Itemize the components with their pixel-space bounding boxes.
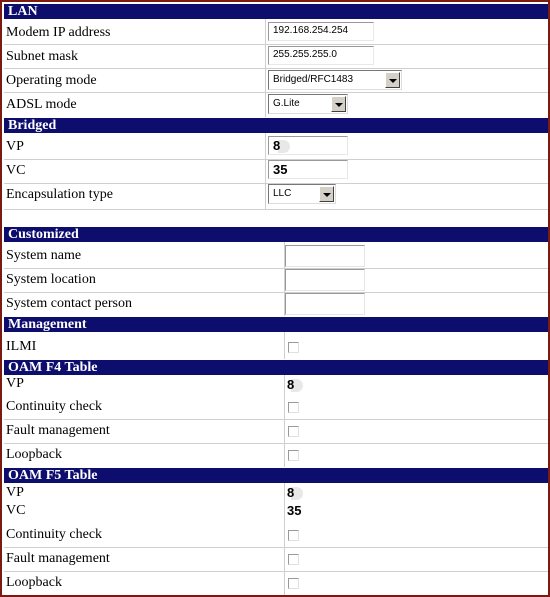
encapsulation-type-label: Encapsulation type xyxy=(6,187,113,202)
system-location-input[interactable] xyxy=(285,269,365,291)
encapsulation-type-select[interactable] xyxy=(268,184,336,204)
system-name-input[interactable] xyxy=(285,245,365,267)
oam-f5-fault-label: Fault management xyxy=(6,551,110,566)
oam-f4-fault-checkbox[interactable] xyxy=(288,426,299,437)
ilmi-checkbox[interactable] xyxy=(288,342,299,353)
divider xyxy=(4,209,548,210)
system-contact-input[interactable] xyxy=(285,293,365,315)
column-divider xyxy=(265,133,266,209)
adsl-mode-value: G.Lite xyxy=(273,98,300,109)
lan-section-header: LAN xyxy=(4,4,548,19)
chevron-down-icon[interactable] xyxy=(331,96,346,112)
divider xyxy=(4,443,548,444)
oam-f5-vp-value: 8 xyxy=(287,485,295,500)
oam-f5-vc-label: VC xyxy=(6,503,26,518)
oam-f4-vp-label: VP xyxy=(6,376,24,391)
oam-f5-fault-checkbox[interactable] xyxy=(288,554,299,565)
oam-f4-loopback-label: Loopback xyxy=(6,447,62,462)
column-divider xyxy=(284,242,285,316)
column-divider xyxy=(284,332,285,359)
divider xyxy=(4,68,548,69)
system-location-label: System location xyxy=(6,272,96,287)
bridged-vc-label: VC xyxy=(6,163,26,178)
modem-ip-label: Modem IP address xyxy=(6,25,111,40)
oam-f5-continuity-label: Continuity check xyxy=(6,527,103,542)
adsl-mode-label: ADSL mode xyxy=(6,97,77,112)
divider xyxy=(4,571,548,572)
divider xyxy=(4,268,548,269)
oam-f5-section-header: OAM F5 Table xyxy=(4,468,548,483)
operating-mode-label: Operating mode xyxy=(6,73,97,88)
divider xyxy=(4,92,548,93)
column-divider xyxy=(284,375,285,467)
subnet-mask-input[interactable]: 255.255.255.0 xyxy=(268,46,374,65)
oam-f4-section-header: OAM F4 Table xyxy=(4,360,548,375)
column-divider xyxy=(265,19,266,117)
chevron-down-icon[interactable] xyxy=(319,186,334,202)
operating-mode-select[interactable] xyxy=(268,70,402,90)
chevron-down-icon[interactable] xyxy=(385,72,400,88)
bridged-vc-input[interactable]: 35 xyxy=(268,160,348,179)
operating-mode-value: Bridged/RFC1483 xyxy=(273,74,354,85)
bridged-vp-input[interactable]: 8 xyxy=(268,136,348,155)
column-divider xyxy=(284,483,285,595)
divider xyxy=(4,547,548,548)
oam-f5-vc-value: 35 xyxy=(287,503,302,518)
bridged-vp-label: VP xyxy=(6,139,24,154)
subnet-mask-label: Subnet mask xyxy=(6,49,78,64)
adsl-mode-select[interactable] xyxy=(268,94,348,114)
oam-f4-vp-value: 8 xyxy=(287,377,295,392)
encapsulation-type-value: LLC xyxy=(273,188,292,199)
customized-section-header: Customized xyxy=(4,227,548,242)
oam-f4-fault-label: Fault management xyxy=(6,423,110,438)
divider xyxy=(4,292,548,293)
oam-f5-loopback-checkbox[interactable] xyxy=(288,578,299,589)
oam-f5-continuity-checkbox[interactable] xyxy=(288,530,299,541)
ilmi-label: ILMI xyxy=(6,339,37,354)
bridged-section-header: Bridged xyxy=(4,118,548,133)
oam-f5-loopback-label: Loopback xyxy=(6,575,62,590)
system-name-label: System name xyxy=(6,248,82,263)
management-section-header: Management xyxy=(4,317,548,332)
divider xyxy=(4,419,548,420)
divider xyxy=(4,44,548,45)
oam-f4-continuity-label: Continuity check xyxy=(6,399,103,414)
system-contact-label: System contact person xyxy=(6,296,132,311)
oam-f4-loopback-checkbox[interactable] xyxy=(288,450,299,461)
oam-f4-continuity-checkbox[interactable] xyxy=(288,402,299,413)
oam-f5-vp-label: VP xyxy=(6,485,24,500)
modem-ip-input[interactable]: 192.168.254.254 xyxy=(268,22,374,41)
